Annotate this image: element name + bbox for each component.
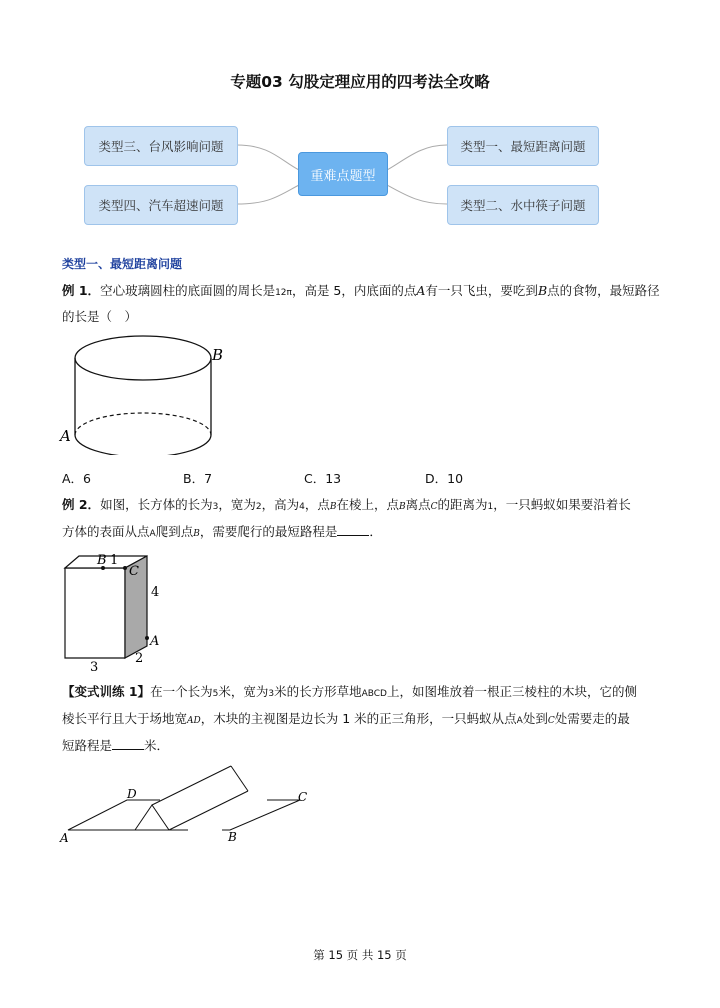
cuboid-label-4: 4 (151, 585, 160, 600)
example2-label: 例 2． (62, 497, 101, 512)
point-c: C (547, 716, 555, 726)
example1-line1 (62, 283, 660, 301)
text: ． (369, 524, 382, 539)
mindmap-node-type1: 类型一、最短距离问题 (447, 126, 599, 166)
prism-field-figure (55, 760, 325, 850)
cuboid-label-3: 3 (90, 660, 99, 673)
text: 爬到点 (155, 524, 194, 539)
text: 有一只飞虫，要吃到 (425, 283, 538, 298)
text: 米． (144, 738, 170, 753)
point-b: B (537, 283, 548, 298)
text: 点 (504, 711, 517, 726)
answer-blank (112, 739, 144, 750)
section-heading-type1: 类型一、最短距离问题 (62, 257, 183, 271)
cuboid-label-1: 1 (110, 553, 119, 568)
text: ，一只蚂蚁如果要沿着长 (493, 497, 631, 512)
value: 4 (299, 502, 305, 512)
option-c: C．13 (304, 471, 342, 486)
cuboid-label-c: C (129, 564, 139, 579)
text: 在棱上，点 (336, 497, 399, 512)
segment-ad: AD (187, 716, 201, 726)
text: 上，如图堆放着一根正三棱柱的木块，它的侧 (386, 684, 637, 699)
circumference-value: 12π (275, 288, 292, 298)
text: 在一个长为 (150, 684, 213, 699)
text: 处需要走的最 (554, 711, 630, 726)
page-title: 专题03 勾股定理应用的四考法全攻略 (230, 73, 490, 91)
cylinder-figure (55, 330, 235, 455)
variant1-line2 (62, 711, 630, 729)
value: 2 (255, 502, 262, 512)
text: 空心玻璃圆柱的底面圆的周长是 (100, 283, 276, 298)
text: ，宽为 (218, 497, 256, 512)
field-label-c: C (298, 790, 308, 804)
text: ，点 (304, 497, 330, 512)
text: ，高是 5，内底面的点 (291, 283, 417, 298)
cuboid-label-2: 2 (135, 651, 144, 666)
point-c: C (430, 502, 438, 512)
cylinder-label-a: A (60, 427, 71, 445)
page-footer: 第 15 页 共 15 页 (313, 948, 407, 962)
text: 短路程是 (62, 738, 113, 753)
field-label-d: D (127, 787, 137, 801)
mindmap-node-type3: 类型三、台风影响问题 (84, 126, 238, 166)
option-b: B．7 (183, 471, 213, 486)
mindmap-node-type2: 类型二、水中筷子问题 (447, 185, 599, 225)
point-b: B (398, 502, 406, 512)
text: 棱长平行且大于场地宽 (62, 711, 188, 726)
text: 如图，长方体的长为 (100, 497, 213, 512)
text: 点的食物，最短路径 (547, 283, 660, 298)
value: 5 (212, 689, 219, 699)
text: 处到 (522, 711, 548, 726)
point-a: A (416, 283, 426, 298)
point-b: B (193, 529, 200, 539)
cuboid-label-a: A (150, 634, 160, 649)
text: 方体的表面从点 (62, 524, 150, 539)
variant1-line3 (62, 738, 169, 754)
cylinder-label-b: B (212, 346, 224, 364)
text: 米的长方形草地 (274, 684, 362, 699)
field-label-b: B (228, 830, 237, 844)
value: 1 (487, 502, 494, 512)
cuboid-label-b: B (97, 553, 107, 568)
value: 3 (212, 502, 219, 512)
variant1-line1 (62, 684, 637, 702)
mindmap-node-type4: 类型四、汽车超速问题 (84, 185, 238, 225)
text: ，需要爬行的最短路程是 (199, 524, 338, 539)
field-label-a: A (60, 831, 69, 845)
point-b: B (329, 502, 337, 512)
example2-line1 (62, 497, 631, 515)
text: ，木块的主视图是边长为 1 米的正三角形， (200, 711, 442, 726)
option-d: D．10 (425, 471, 464, 486)
rectangle-abcd: ABCD (361, 689, 387, 699)
text: ，高为 (261, 497, 300, 512)
example1-line2: 的长是（ ） (62, 309, 138, 324)
mindmap-center-node: 重难点题型 (298, 152, 388, 196)
option-a: A．6 (62, 471, 92, 486)
cuboid-figure (55, 548, 175, 673)
example2-line2 (62, 524, 382, 542)
example1-label: 例 1． (62, 283, 101, 298)
text: 一只蚂蚁从 (441, 711, 505, 726)
point-a: A (516, 716, 523, 726)
answer-blank (337, 525, 369, 536)
variant1-label: 【变式训练 1】 (62, 684, 151, 699)
text: 的距离为 (437, 497, 488, 512)
value: 3 (268, 689, 275, 699)
text: 离点 (405, 497, 431, 512)
text: 米，宽为 (218, 684, 269, 699)
point-a: A (149, 529, 156, 539)
